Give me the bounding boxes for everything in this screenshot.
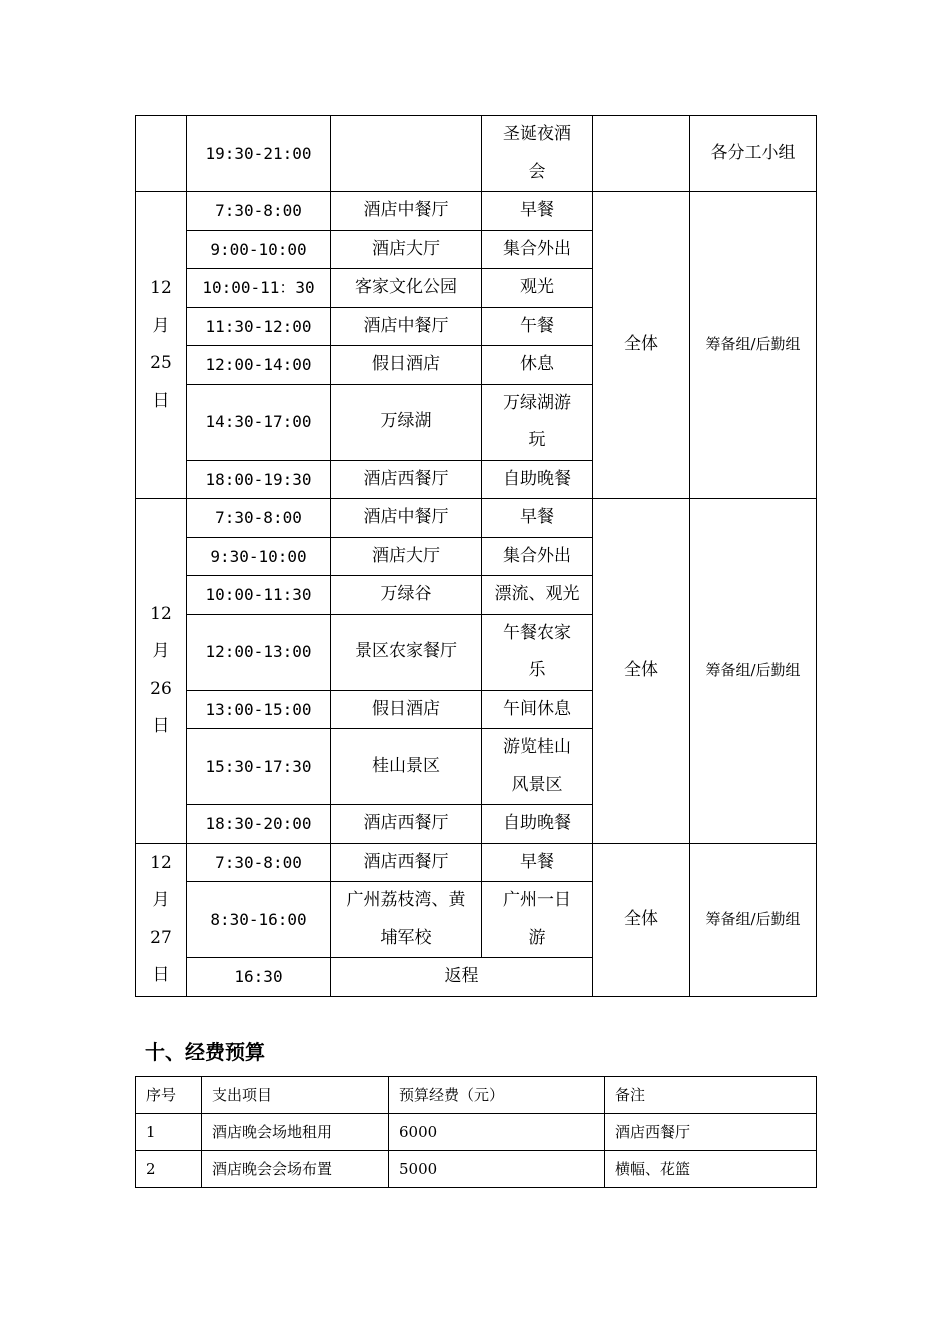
activity-cell: 集合外出 [482, 537, 593, 576]
activity-cell: 观光 [482, 269, 593, 308]
place-cell: 酒店中餐厅 [331, 307, 482, 346]
time-cell: 8:30-16:00 [187, 882, 331, 958]
time-cell: 19:30-21:00 [187, 116, 331, 192]
table-cell: 5000 [389, 1151, 605, 1188]
section-title: 十、经费预算 [145, 1040, 265, 1064]
group-cell: 筹备组/后勤组 [690, 499, 817, 844]
time-cell: 13:00-15:00 [187, 690, 331, 729]
time-cell: 10:00-11:30 [187, 576, 331, 615]
date-cell: 12 月 27 日 [136, 843, 187, 996]
table-cell: 横幅、花篮 [605, 1151, 817, 1188]
table-row [136, 499, 817, 538]
table-row [136, 1151, 817, 1188]
activity-cell: 集合外出 [482, 230, 593, 269]
table-row [136, 1114, 817, 1151]
place-cell: 万绿湖 [331, 384, 482, 460]
time-cell: 9:00-10:00 [187, 230, 331, 269]
group-cell: 各分工小组 [690, 116, 817, 192]
activity-cell: 自助晚餐 [482, 460, 593, 499]
place-cell: 酒店大厅 [331, 230, 482, 269]
place-cell: 酒店西餐厅 [331, 805, 482, 844]
table-row [136, 116, 817, 192]
time-cell: 16:30 [187, 958, 331, 997]
table-cell: 6000 [389, 1114, 605, 1151]
time-cell: 7:30-8:00 [187, 499, 331, 538]
table-cell: 酒店晚会场地租用 [202, 1114, 389, 1151]
time-cell: 18:30-20:00 [187, 805, 331, 844]
group-cell: 筹备组/后勤组 [690, 843, 817, 996]
time-cell: 12:00-13:00 [187, 614, 331, 690]
activity-cell: 自助晚餐 [482, 805, 593, 844]
date-cell: 12 月 26 日 [136, 499, 187, 844]
time-cell: 11:30-12:00 [187, 307, 331, 346]
activity-cell: 万绿湖游 玩 [482, 384, 593, 460]
table-cell: 1 [136, 1114, 202, 1151]
place-cell: 桂山景区 [331, 729, 482, 805]
time-cell: 9:30-10:00 [187, 537, 331, 576]
table-cell: 酒店西餐厅 [605, 1114, 817, 1151]
place-cell: 客家文化公园 [331, 269, 482, 308]
participants-cell: 全体 [593, 843, 690, 996]
place-cell: 景区农家餐厅 [331, 614, 482, 690]
time-cell: 15:30-17:30 [187, 729, 331, 805]
table-row [136, 192, 817, 231]
time-cell: 12:00-14:00 [187, 346, 331, 385]
table-row [136, 843, 817, 882]
budget-table [135, 1076, 817, 1188]
header-cell: 支出项目 [202, 1077, 389, 1114]
activity-cell: 漂流、观光 [482, 576, 593, 615]
activity-cell: 早餐 [482, 192, 593, 231]
header-cell: 预算经费（元） [389, 1077, 605, 1114]
group-cell: 筹备组/后勤组 [690, 192, 817, 499]
activity-cell: 早餐 [482, 843, 593, 882]
schedule-table [135, 115, 817, 997]
time-cell: 14:30-17:00 [187, 384, 331, 460]
activity-cell: 休息 [482, 346, 593, 385]
place-cell: 酒店大厅 [331, 537, 482, 576]
place-cell: 假日酒店 [331, 690, 482, 729]
place-cell: 万绿谷 [331, 576, 482, 615]
participants-cell [593, 116, 690, 192]
activity-cell: 返程 [331, 958, 593, 997]
activity-cell: 早餐 [482, 499, 593, 538]
place-cell: 酒店中餐厅 [331, 192, 482, 231]
time-cell: 18:00-19:30 [187, 460, 331, 499]
table-header-row [136, 1077, 817, 1114]
place-cell [331, 116, 482, 192]
date-cell [136, 116, 187, 192]
activity-cell: 午餐农家 乐 [482, 614, 593, 690]
time-cell: 10:00-11：30 [187, 269, 331, 308]
participants-cell: 全体 [593, 499, 690, 844]
participants-cell: 全体 [593, 192, 690, 499]
activity-cell: 圣诞夜酒 会 [482, 116, 593, 192]
table-cell: 酒店晚会会场布置 [202, 1151, 389, 1188]
time-cell: 7:30-8:00 [187, 192, 331, 231]
activity-cell: 游览桂山 风景区 [482, 729, 593, 805]
date-cell: 12 月 25 日 [136, 192, 187, 499]
place-cell: 假日酒店 [331, 346, 482, 385]
place-cell: 酒店西餐厅 [331, 460, 482, 499]
activity-cell: 午餐 [482, 307, 593, 346]
header-cell: 备注 [605, 1077, 817, 1114]
activity-cell: 午间休息 [482, 690, 593, 729]
place-cell: 酒店中餐厅 [331, 499, 482, 538]
place-cell: 酒店西餐厅 [331, 843, 482, 882]
place-cell: 广州荔枝湾、黄 埔军校 [331, 882, 482, 958]
time-cell: 7:30-8:00 [187, 843, 331, 882]
activity-cell: 广州一日 游 [482, 882, 593, 958]
table-cell: 2 [136, 1151, 202, 1188]
header-cell: 序号 [136, 1077, 202, 1114]
